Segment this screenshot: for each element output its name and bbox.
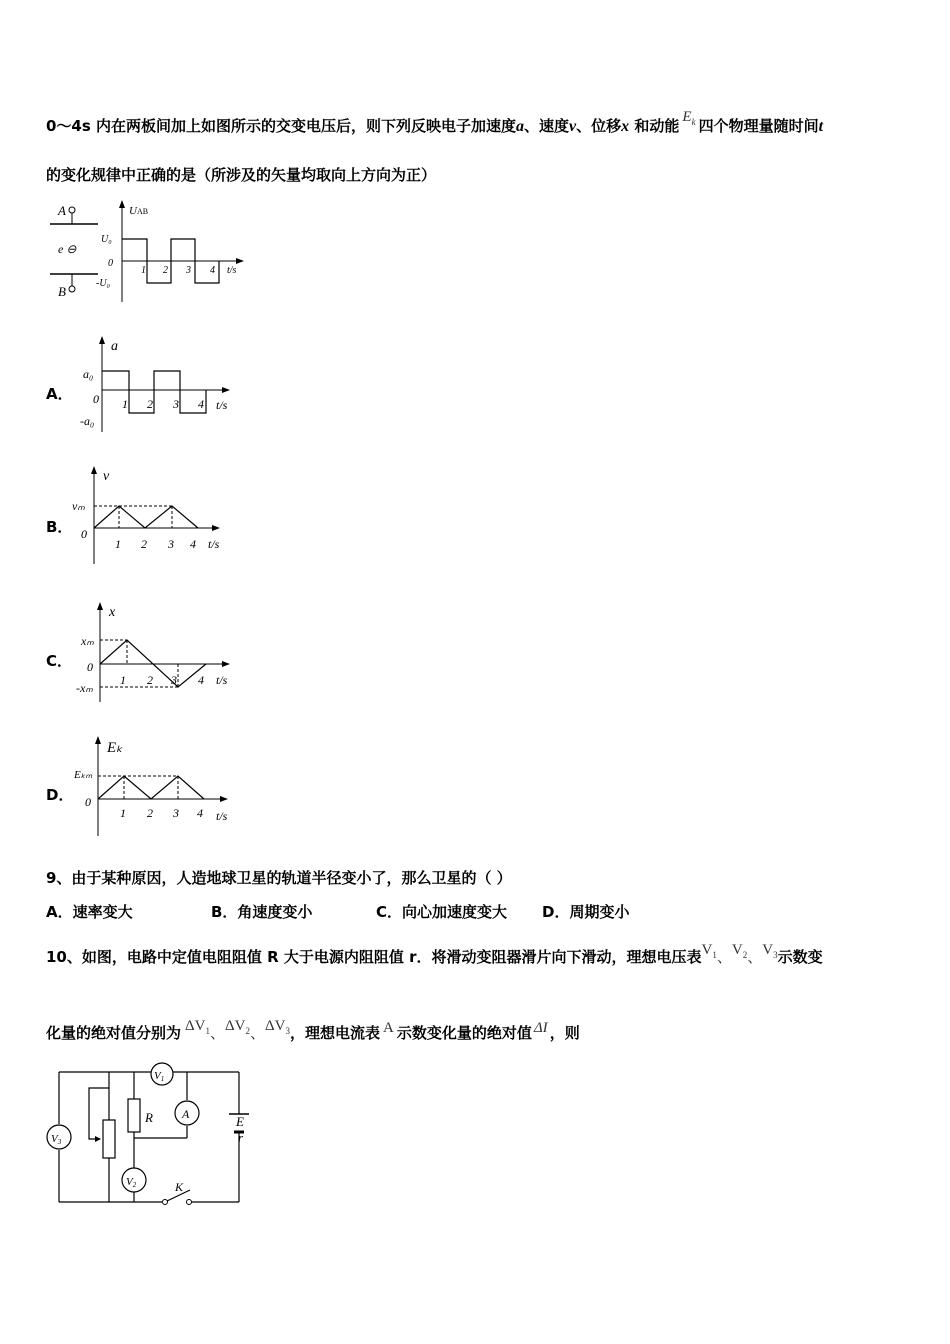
y-label: x <box>109 605 116 620</box>
sep: 、 <box>210 1026 226 1042</box>
internal-label: r <box>238 1130 244 1145</box>
q8-line2: 的变化规律中正确的是（所涉及的矢量均取向上方向为正） <box>46 166 437 184</box>
ek-main: E <box>682 109 692 125</box>
voltmeter-v1 <box>151 1063 173 1085</box>
rheostat <box>95 1120 115 1158</box>
x-axis-label: t/s <box>227 265 237 276</box>
switch-k <box>163 1180 192 1205</box>
x-label: t/s <box>216 398 228 412</box>
tick-2: 2 <box>163 265 168 276</box>
velocity-curve <box>94 506 198 528</box>
x-arrow <box>222 661 230 667</box>
sep: 、速度 <box>524 117 570 135</box>
ek-sub: k <box>691 117 696 127</box>
neg-u0-label: -U₀ <box>96 278 111 289</box>
tick-1: 1 <box>115 537 121 551</box>
graph-b <box>70 464 235 566</box>
v3-symbol: $V_3$ <box>762 942 778 960</box>
sep: 、 <box>747 950 763 966</box>
tick-4: 4 <box>210 265 215 276</box>
sep: 和动能 <box>629 117 680 135</box>
y-arrow <box>97 602 103 610</box>
var-x: x <box>621 118 630 135</box>
y-arrow <box>95 736 101 744</box>
q9-choice-d[interactable]: D．周期变小 <box>542 903 630 921</box>
var-v: v <box>569 118 577 135</box>
y-axis-label: UAB <box>129 205 149 217</box>
y-arrow <box>99 336 105 344</box>
q10-line2-text: 化量的绝对值分别为 <box>46 1024 182 1042</box>
tick-4: 4 <box>197 806 203 820</box>
electron-label: e ⊖ <box>58 242 77 256</box>
svg-text:V1: V1 <box>154 1070 165 1083</box>
tick-3: 3 <box>173 806 179 820</box>
q10-line1 <box>46 942 823 968</box>
tick-1: 1 <box>141 265 146 276</box>
neg-label: -xₘ <box>76 681 93 695</box>
circuit-wires <box>59 1072 239 1202</box>
tick-2: 2 <box>147 806 153 820</box>
terminal-a <box>69 207 75 213</box>
y-arrow <box>119 200 125 208</box>
voltage-graph <box>96 200 244 302</box>
x-arrow <box>220 796 228 802</box>
q10-line2-mid: ，理想电流表 <box>290 1024 381 1042</box>
y-label: v <box>103 469 110 484</box>
resistor-r <box>128 1099 153 1132</box>
sep: 、 <box>250 1026 266 1042</box>
q10-line2 <box>46 1018 580 1044</box>
ek-symbol <box>682 109 695 125</box>
svg-text:V3: V3 <box>51 1133 62 1146</box>
tick-4: 4 <box>198 397 204 411</box>
zero-label: 0 <box>87 660 93 674</box>
tick-3: 3 <box>168 537 174 551</box>
q9-choice-a[interactable]: A．速率变大 <box>46 903 133 921</box>
y-label: Eₖ <box>107 740 123 756</box>
plate-a-label: A <box>58 203 66 218</box>
pos-label: vₘ <box>72 499 85 513</box>
v2-symbol: $V_2$ <box>731 942 748 960</box>
switch-label: K <box>175 1180 184 1194</box>
dv2-symbol: $\Delta V_2$ <box>225 1018 250 1036</box>
tick-4: 4 <box>198 673 204 687</box>
x-arrow <box>212 525 220 531</box>
sep: 、位移 <box>576 117 622 135</box>
q10-line2-post: ，则 <box>549 1024 580 1042</box>
x-arrow <box>236 258 244 264</box>
pos-label: xₘ <box>81 634 94 648</box>
q8-line1-text: 0～4s 内在两板间加上如图所示的交变电压后，则下列反映电子加速度 <box>46 117 517 135</box>
graph-c <box>76 600 241 704</box>
tick-1: 1 <box>120 673 126 687</box>
tick-3: 3 <box>171 673 177 687</box>
y-arrow <box>91 466 97 474</box>
q9-stem: 9、由于某种原因，人造地球卫星的轨道半径变小了，那么卫星的（ ） <box>46 869 512 887</box>
pos-label: Eₖₘ <box>74 769 93 781</box>
q9-choice-b[interactable]: B．角速度变小 <box>211 903 313 921</box>
q10-line2-mid2: 示数变化量的绝对值 <box>396 1024 532 1042</box>
x-arrow <box>222 387 230 393</box>
graph-a <box>78 334 243 436</box>
tick-2: 2 <box>147 397 153 411</box>
tick-1: 1 <box>120 806 126 820</box>
x-label: t/s <box>208 537 220 551</box>
circuit-diagram <box>44 1062 254 1210</box>
tick-4: 4 <box>190 537 196 551</box>
q9-choice-c[interactable]: C．向心加速度变大 <box>376 903 508 921</box>
option-c-label[interactable]: C． <box>46 652 73 670</box>
tick-3: 3 <box>173 397 179 411</box>
zero-label: 0 <box>85 795 91 809</box>
option-d-label[interactable]: D． <box>46 786 74 804</box>
option-b-label[interactable]: B． <box>46 518 73 536</box>
u0-label: U₀ <box>101 234 112 245</box>
ammeter-symbol: A <box>383 1020 394 1036</box>
svg-text:V2: V2 <box>126 1176 137 1189</box>
q10-line1-post: 示数变 <box>777 948 823 966</box>
ammeter <box>175 1101 199 1125</box>
emf-label: E <box>236 1114 244 1129</box>
q8-line1 <box>46 109 824 137</box>
graph-d <box>74 734 239 838</box>
v1-symbol: $V_1$ <box>701 942 717 960</box>
var-t: t <box>818 118 824 135</box>
battery <box>229 1114 249 1145</box>
zero-label: 0 <box>93 392 99 406</box>
x-label: t/s <box>216 809 228 823</box>
voltmeter-v2 <box>122 1168 146 1192</box>
pos-label: a₀ <box>83 367 94 381</box>
y-label: a <box>111 339 118 354</box>
neg-label: -a₀ <box>80 414 95 428</box>
zero-label: 0 <box>81 527 87 541</box>
dv1-symbol: $\Delta V_1$ <box>185 1018 210 1036</box>
voltage-figure <box>44 198 254 306</box>
terminal-b <box>69 286 75 292</box>
capacitor-plates <box>50 203 98 299</box>
q8-line1-post: 四个物理量随时间 <box>698 117 819 135</box>
tick-1: 1 <box>122 397 128 411</box>
tick-2: 2 <box>147 673 153 687</box>
var-a: a <box>516 118 525 135</box>
x-label: t/s <box>216 673 228 687</box>
ammeter-label: A <box>182 1107 190 1121</box>
plate-b-label: B <box>58 284 66 299</box>
dv3-symbol: $\Delta V_3$ <box>265 1018 290 1036</box>
ek-curve <box>98 776 204 799</box>
accel-waveform <box>102 371 206 413</box>
resistor-label: R <box>145 1110 153 1125</box>
sep: 、 <box>716 950 732 966</box>
delta-i-symbol: ΔI <box>533 1020 548 1036</box>
tick-2: 2 <box>141 537 147 551</box>
q10-line1-text: 10、如图，电路中定值电阻阻值 R 大于电源内阻阻值 r．将滑动变阻器滑片向下滑动，理想电压表 <box>46 948 702 966</box>
tick-3: 3 <box>186 265 191 276</box>
zero-label: 0 <box>108 258 113 269</box>
voltmeter-v3 <box>47 1125 71 1149</box>
option-a-label[interactable]: A． <box>46 385 73 403</box>
